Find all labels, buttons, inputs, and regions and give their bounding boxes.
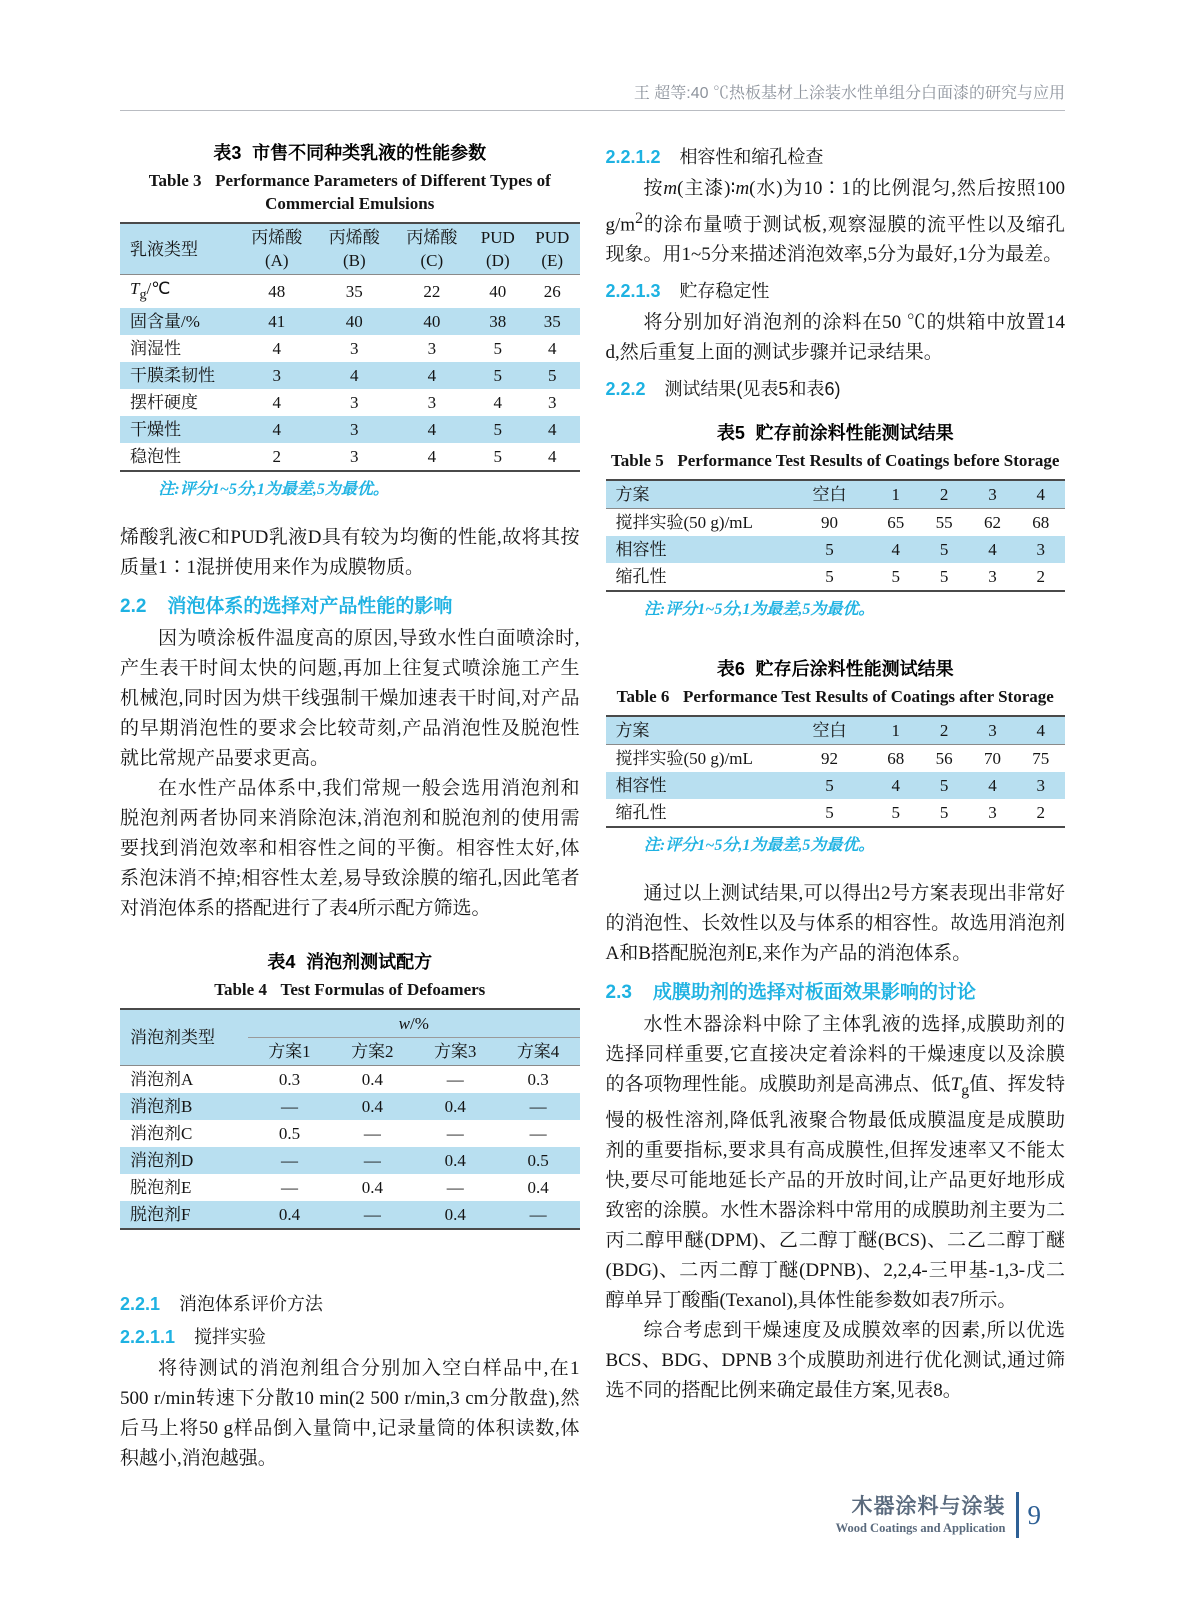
table-cell: 0.4: [361, 1178, 383, 1198]
table-cell: 35: [543, 312, 561, 332]
row-label: 脱泡剂E: [130, 1178, 192, 1198]
table-cell: 5: [939, 803, 949, 823]
table-cell: 48: [268, 282, 286, 302]
table-cell: 4: [891, 776, 900, 796]
table-6-caption-en: [606, 685, 1066, 708]
table-6-title-en: Performance Test Results of Coatings after Storage: [683, 687, 1054, 707]
table-cell: 3: [548, 393, 557, 413]
table-cell: 4: [548, 339, 557, 359]
table-cell: 3: [272, 366, 282, 386]
table-6-caption-zh: [606, 657, 1066, 682]
section-title: 消泡体系评价方法: [178, 1294, 323, 1315]
table-row: [606, 563, 1066, 591]
table-cell: 3: [1036, 776, 1046, 796]
page-number: 9: [1027, 1499, 1041, 1530]
table-cell: 4: [548, 420, 557, 440]
table-cell: 3: [427, 339, 437, 359]
table-cell: 56: [935, 749, 953, 769]
table-cell: 55: [935, 513, 953, 533]
table-cell: 5: [939, 540, 949, 560]
table-row: [606, 716, 1066, 745]
section-title: 消泡体系的选择对产品性能的影响: [167, 596, 453, 618]
running-head: 王 超等:40 ℃热板基材上涂装水性单组分白面漆的研究与应用: [633, 85, 1065, 102]
row-label: 消泡剂C: [130, 1124, 193, 1144]
footer-divider: [1016, 1492, 1019, 1538]
paragraph: 通过以上测试结果,可以得出2号方案表现出非常好的消泡性、长效性以及与体系的相容性。故选用消泡剂A和B搭配脱泡剂E,来作为产品的消泡体系。: [605, 883, 1065, 965]
table-cell: —: [363, 1151, 381, 1171]
table-5-caption-zh: [606, 421, 1066, 446]
table-header-cell: 3: [968, 480, 1016, 509]
journal-name: [836, 1495, 1006, 1536]
paragraph: 综合考虑到干燥速度及成膜效率的因素,所以优选BCS、BDG、DPNB 3个成膜助剂进行优化测试,通过筛选不同的搭配比例来确定最佳方案,见表8。: [605, 1320, 1065, 1402]
paragraph: 将分别加好消泡剂的涂料在50 ℃的烘箱中放置14 d,然后重复上面的测试步骤并记录结果。: [605, 312, 1065, 364]
section-number: 2.2.1: [120, 1294, 161, 1315]
table-4-label-en: Table 4: [214, 980, 267, 1000]
section-title: 相容性和缩孔检查: [679, 147, 824, 167]
table-3: [120, 222, 580, 472]
table-cell: 0.4: [361, 1097, 383, 1117]
table-cell: 5: [493, 447, 503, 467]
table-header-cell: 方案: [606, 480, 788, 509]
row-label: 消泡剂A: [130, 1070, 194, 1090]
table-header-cell: 4: [1017, 480, 1065, 509]
table-cell: 26: [543, 282, 561, 302]
table-cell: 5: [939, 567, 949, 587]
table-6-title-zh: 贮存后涂料性能测试结果: [755, 659, 954, 680]
table-cell: 0.4: [444, 1205, 466, 1225]
row-label: 干燥性: [130, 420, 181, 440]
table-cell: 0.4: [527, 1178, 549, 1198]
section-heading-2-2-1-2: [606, 143, 1066, 169]
row-label: 相容性: [615, 540, 667, 560]
table-5-label-en: Table 5: [611, 451, 664, 471]
table-cell: —: [363, 1124, 381, 1144]
table-4-title-en: Test Formulas of Defoamers: [280, 980, 486, 1000]
section-heading-2-2-1-1: [120, 1323, 580, 1349]
table-cell: 4: [272, 393, 282, 413]
table-cell: —: [363, 1205, 381, 1225]
table-cell: 40: [423, 312, 441, 332]
table-header-cell: PUD (E): [525, 223, 579, 275]
row-label: 固含量/%: [130, 312, 200, 332]
table-6-block: [606, 657, 1066, 857]
table-cell: 0.3: [278, 1070, 301, 1090]
table-header-cell: 丙烯酸 (B): [316, 223, 394, 275]
table-header-cell: 方案: [606, 716, 788, 745]
table-row: [606, 536, 1066, 563]
paragraph: 在水性产品体系中,我们常规一般会选用消泡剂和脱泡剂两者协同来消除泡沫,消泡剂和脱泡剂的使用需要找到消泡效率和相容性之间的平衡。相容性太好,体系泡沫消不掉;相容性太差,易导致涂膜的缩孔,因此笔者对消泡体系的搭配进行了表4所示配方筛选。: [120, 778, 580, 920]
table-cell: 5: [825, 803, 834, 823]
table-cell: 4: [548, 447, 557, 467]
table-cell: 3: [350, 420, 359, 440]
table-4-label-zh: 表4: [267, 952, 296, 973]
table-5: [606, 479, 1066, 592]
table-cell: 38: [489, 312, 507, 332]
table-cell: 0.5: [278, 1124, 301, 1144]
table-cell: 5: [493, 420, 503, 440]
table-row: [606, 799, 1066, 827]
table-cell: 35: [345, 282, 363, 302]
table-cell: 68: [1032, 513, 1050, 533]
table-header-cell: w/%: [248, 1009, 580, 1038]
table-cell: 5: [493, 366, 503, 386]
table-cell: —: [280, 1178, 298, 1198]
paragraph: 因为喷涂板件温度高的原因,导致水性白面喷涂时,产生表干时间太快的问题,再加上往复式喷涂施工产生机械泡,同时因为烘干线强制干燥加速表干时间,对产品的早期消泡性的要求会比较苛刻,产品消泡性及脱泡性就比常规产品要求更高。: [120, 628, 580, 770]
table-row: [606, 480, 1066, 509]
table-header-cell: PUD (D): [471, 223, 525, 275]
section-heading-2-3: [606, 977, 1066, 1004]
table-3-label-zh: 表3: [213, 143, 242, 163]
journal-name-en: Wood Coatings and Application: [835, 1520, 1006, 1535]
row-label: 摆杆硬度: [130, 393, 198, 413]
table-header-cell: 丙烯酸 (C): [393, 223, 471, 275]
table-row: [120, 223, 580, 275]
paragraph: 水性木器涂料中除了主体乳液的选择,成膜助剂的选择同样重要,它直接决定着涂料的干燥速度以及涂膜的各项物理性能。成膜助剂是高沸点、低$T_g$值、挥发特慢的极性溶剂,降低乳液聚合物最低成膜温度是成膜助剂的重要指标,要求具有高成膜性,但挥发速率又不能太快,要尽可能地延长产品的开放时间,让产品更好地形成致密的涂膜。水性木器涂料中常用的成膜助剂主要为二丙二醇甲醚(DPM)、乙二醇丁醚(BCS)、二乙二醇丁醚(BDG)、二丙二醇丁醚(DPNB)、2,2,4-三甲基-1,3-戊二醇单异丁酸酯(Texanol),具体性能参数如表7所示。: [605, 1014, 1065, 1312]
table-3-note: 注:评分1~5分,1为最差,5为最优。: [158, 481, 389, 499]
table-cell: 0.4: [444, 1151, 466, 1171]
table-cell: —: [529, 1124, 547, 1144]
table-3-label-en: Table 3: [148, 171, 202, 190]
table-4-block: [120, 950, 580, 1230]
table-3-block: [120, 141, 580, 501]
table-cell: 5: [493, 339, 503, 359]
table-cell: 0.4: [278, 1205, 301, 1225]
table-cell: —: [446, 1070, 464, 1090]
table-header-cell: 消泡剂类型: [120, 1009, 248, 1066]
table-row: [120, 443, 580, 471]
table-cell: 40: [489, 282, 507, 302]
table-cell: —: [280, 1097, 298, 1117]
paragraph: 烯酸乳液C和PUD乳液D具有较为均衡的性能,故将其按质量1∶1混拼使用来作为成膜物质。: [120, 527, 580, 579]
table-row: [120, 308, 580, 335]
table-cell: 3: [1036, 540, 1046, 560]
table-header-cell: 空白: [788, 480, 872, 509]
table-cell: 4: [427, 366, 437, 386]
table-4-caption-en: [120, 978, 580, 1001]
table-header-cell: 方案2: [331, 1038, 414, 1066]
page-footer: [836, 1492, 1041, 1538]
table-cell: 5: [939, 776, 949, 796]
table-cell: 5: [891, 567, 900, 587]
table-row: [120, 1009, 580, 1038]
table-4-caption-zh: [120, 950, 580, 975]
table-cell: 70: [983, 749, 1001, 769]
table-row: [120, 362, 580, 389]
table-cell: —: [446, 1178, 464, 1198]
table-row: [606, 509, 1066, 537]
row-label: 缩孔性: [615, 803, 667, 823]
section-number: 2.2.1.3: [605, 281, 661, 302]
table-row: [120, 389, 580, 416]
table-5-title-zh: 贮存前涂料性能测试结果: [755, 423, 954, 444]
table-cell: —: [529, 1205, 547, 1225]
row-label: 润湿性: [130, 339, 181, 359]
table-4-title-zh: 消泡剂测试配方: [306, 952, 433, 973]
two-column-layout: [120, 141, 1065, 1474]
table-6-note: 注:评分1~5分,1为最差,5为最优。: [643, 837, 875, 855]
table-header-cell: 方案4: [497, 1038, 580, 1066]
table-cell: 65: [887, 513, 905, 533]
table-3-caption-zh: [120, 141, 580, 166]
table-5-title-en: Performance Test Results of Coatings before Storage: [677, 451, 1060, 471]
row-label: $T_g/℃$: [130, 279, 171, 303]
table-cell: 3: [350, 447, 359, 467]
table-cell: 75: [1032, 749, 1050, 769]
table-6: [606, 715, 1066, 828]
table-cell: —: [280, 1151, 298, 1171]
section-heading-2-2-2: [606, 375, 1066, 401]
row-label: 相容性: [615, 776, 667, 796]
table-cell: 90: [821, 513, 839, 533]
table-cell: 5: [548, 366, 557, 386]
table-cell: 4: [493, 393, 503, 413]
table-cell: 0.4: [361, 1070, 383, 1090]
table-5-note: 注:评分1~5分,1为最差,5为最优。: [643, 601, 875, 619]
table-cell: 3: [988, 803, 997, 823]
section-number: 2.2.2: [605, 379, 646, 400]
table-cell: 40: [345, 312, 363, 332]
table-cell: 22: [423, 282, 441, 302]
table-4: [120, 1008, 580, 1230]
table-cell: 0.4: [444, 1097, 466, 1117]
table-cell: 2: [1036, 567, 1046, 587]
table-cell: 4: [988, 540, 997, 560]
table-3-caption-en: [120, 169, 580, 215]
row-label: 搅拌实验(50 g)/mL: [615, 749, 753, 769]
right-column: [606, 141, 1066, 1474]
table-row: [120, 1174, 580, 1201]
table-row: [120, 275, 580, 309]
table-3-title-zh: 市售不同种类乳液的性能参数: [252, 143, 487, 163]
table-cell: 5: [825, 540, 834, 560]
table-cell: 3: [988, 567, 997, 587]
table-cell: 5: [825, 776, 834, 796]
section-title: 搅拌实验: [193, 1327, 266, 1348]
table-cell: —: [529, 1097, 547, 1117]
table-6-label-zh: 表6: [716, 659, 745, 680]
table-header-cell: 方案3: [414, 1038, 497, 1066]
section-title: 贮存稳定性: [679, 281, 770, 302]
table-cell: 5: [891, 803, 900, 823]
table-cell: 2: [1036, 803, 1046, 823]
table-cell: 68: [887, 749, 905, 769]
left-column: [120, 141, 580, 1474]
section-heading-2-2-1-3: [606, 277, 1066, 303]
table-cell: 2: [272, 447, 282, 467]
table-row: [120, 1093, 580, 1120]
section-heading-2-2: [120, 591, 580, 618]
row-label: 消泡剂B: [130, 1097, 193, 1117]
row-label: 脱泡剂F: [130, 1205, 191, 1225]
table-row: [120, 1120, 580, 1147]
table-header-cell: 1: [872, 716, 920, 745]
table-header-cell: 4: [1017, 716, 1065, 745]
section-number: 2.3: [605, 982, 632, 1004]
table-row: [120, 416, 580, 443]
table-header-cell: 丙烯酸 (A): [238, 223, 316, 275]
table-cell: 5: [825, 567, 834, 587]
table-cell: 4: [427, 447, 437, 467]
table-cell: 4: [272, 339, 282, 359]
table-header-cell: 2: [920, 716, 968, 745]
section-title: 成膜助剂的选择对板面效果影响的讨论: [652, 982, 976, 1004]
table-cell: 4: [272, 420, 282, 440]
table-row: [606, 772, 1066, 799]
table-cell: 3: [350, 393, 359, 413]
table-cell: 0.5: [527, 1151, 549, 1171]
section-title: 测试结果(见表5和表6): [664, 379, 841, 400]
table-6-label-en: Table 6: [616, 687, 670, 707]
table-header-cell: 3: [968, 716, 1016, 745]
row-label: 稳泡性: [130, 447, 181, 467]
row-label: 缩孔性: [615, 567, 667, 587]
row-label: 消泡剂D: [130, 1151, 194, 1171]
table-row: [606, 745, 1066, 773]
table-cell: 62: [983, 513, 1001, 533]
table-cell: 92: [821, 749, 839, 769]
table-row: [120, 1147, 580, 1174]
table-cell: 4: [891, 540, 900, 560]
paragraph: 按m(主漆)∶m(水)为10∶1的比例混匀,然后按照100 $g/m^2$的涂布量喷于测试板,观察湿膜的流平性以及缩孔现象。用1~5分来描述消泡效率,5分为最好,1分为最差。: [605, 178, 1065, 266]
table-row: [120, 1201, 580, 1229]
table-header-cell: 2: [920, 480, 968, 509]
header-rule: [120, 110, 1065, 111]
table-row: [120, 335, 580, 362]
section-heading-2-2-1: [120, 1290, 580, 1316]
table-header-cell: 方案1: [248, 1038, 331, 1066]
row-label: 搅拌实验(50 g)/mL: [615, 513, 753, 533]
table-5-label-zh: 表5: [716, 423, 745, 444]
paragraph: 将待测试的消泡剂组合分别加入空白样品中,在1 500 r/min转速下分散10 min(2 500 r/min,3 cm分散盘),然后马上将50 g样品倒入量筒中,记录量筒的体积读数,体积越小,消泡越强。: [120, 1358, 580, 1470]
table-cell: 0.3: [527, 1070, 549, 1090]
table-cell: 41: [268, 312, 286, 332]
table-3-title-en: Performance Parameters of Different Types of Commercial Emulsions: [215, 171, 551, 213]
table-5-block: [606, 421, 1066, 621]
table-cell: —: [446, 1124, 464, 1144]
table-cell: 3: [350, 339, 359, 359]
table-cell: 4: [988, 776, 997, 796]
table-header-cell: 空白: [788, 716, 872, 745]
table-header-cell: 乳液类型: [120, 223, 238, 275]
table-cell: 3: [427, 393, 437, 413]
table-header-cell: 1: [872, 480, 920, 509]
table-cell: 4: [427, 420, 437, 440]
row-label: 干膜柔韧性: [130, 366, 215, 386]
section-number: 2.2.1.1: [120, 1327, 176, 1348]
table-row: [120, 1066, 580, 1094]
journal-name-zh: 木器涂料与涂装: [851, 1494, 1006, 1518]
section-number: 2.2.1.2: [605, 147, 661, 167]
table-cell: 4: [350, 366, 359, 386]
table-5-caption-en: [606, 449, 1066, 472]
section-number: 2.2: [120, 596, 147, 618]
